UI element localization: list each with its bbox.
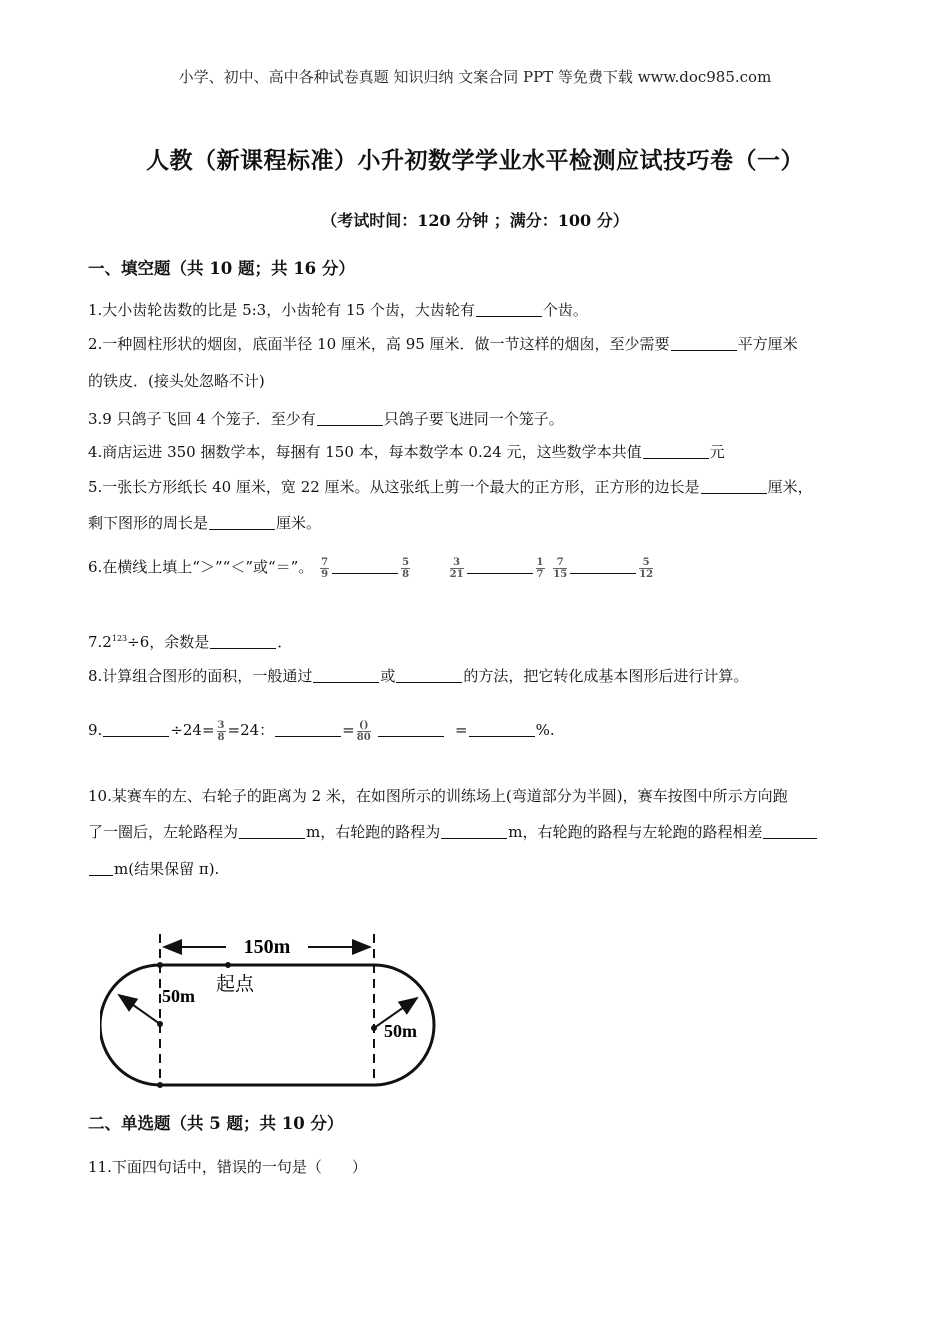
fraction: $\frac{3}{8}$ <box>217 719 225 743</box>
question-3: 3.9 只鸽子飞回 4 个笼子．至少有 只鸽子要飞进同一个笼子。 <box>88 410 564 428</box>
section-fill-in: 一、填空题（共 10 题；共 16 分） <box>88 259 355 278</box>
answer-blank[interactable] <box>332 572 398 574</box>
question-6: 6.在横线上填上“＞”“＜”或“＝”。 $\frac{7}{9}$ $\frac{5}{8}$ $\frac{3}{21}$ $\frac{1}{7}$ $\frac{7}{15}$ $\frac{5}{12}$ <box>88 556 654 580</box>
answer-blank[interactable] <box>476 315 542 317</box>
page-header: 小学、初中、高中各种试卷真题 知识归纳 文案合同 PPT 等免费下载 www.doc985.com <box>178 68 772 86</box>
answer-blank[interactable] <box>103 735 169 737</box>
exam-title: 人教（新课程标准）小升初数学学业水平检测应试技巧卷（一） <box>146 147 804 174</box>
question-1: 1.大小齿轮齿数的比是 5:3，小齿轮有 15 个齿，大齿轮有 个齿。 <box>88 301 588 319</box>
radius-label-right: 50m <box>384 1021 417 1041</box>
answer-blank[interactable] <box>701 492 767 494</box>
question-5: 5.一张长方形纸长 40 厘米，宽 22 厘米。从这张纸上剪一个最大的正方形，正方形的边长是 厘米， <box>88 478 813 496</box>
fraction: $\frac{3}{21}$ <box>449 556 464 580</box>
question-5-cont: 剩下图形的周长是 厘米。 <box>88 514 322 532</box>
answer-blank[interactable] <box>209 528 275 530</box>
answer-blank[interactable] <box>643 457 709 459</box>
fraction: $\frac{1}{7}$ <box>536 556 544 580</box>
question-2: 2.一种圆柱形状的烟囱，底面半径 10 厘米，高 95 厘米．做一节这样的烟囱，至少需要 平方厘米 <box>88 335 798 353</box>
start-label: 起点 <box>216 973 255 995</box>
corner-dot <box>157 962 163 968</box>
answer-blank[interactable] <box>210 647 276 649</box>
fraction: $\frac{5}{8}$ <box>402 556 410 580</box>
answer-blank[interactable] <box>275 735 341 737</box>
answer-blank-cont[interactable] <box>89 874 113 876</box>
answer-blank[interactable] <box>467 572 533 574</box>
answer-blank[interactable] <box>396 681 462 683</box>
question-10: 10.某赛车的左、右轮子的距离为 2 米，在如图所示的训练场上(弯道部分为半圆)，赛车按图中所示方向跑 <box>88 787 788 805</box>
radius-label-left: 50m <box>162 986 195 1006</box>
question-9: 9. ÷24= $\frac{3}{8}$ =24： = $\frac{()}{80}$ = %. <box>88 719 555 743</box>
answer-blank[interactable] <box>317 424 383 426</box>
question-2-cont: 的铁皮．(接头处忽略不计) <box>88 372 265 390</box>
answer-blank[interactable] <box>763 837 817 839</box>
answer-blank[interactable] <box>469 735 535 737</box>
center-dot-right <box>371 1025 377 1031</box>
radius-arrow-left <box>119 995 160 1024</box>
fraction: $\frac{()}{80}$ <box>356 719 371 743</box>
question-11: 11.下面四句话中，错误的一句是（ ） <box>88 1158 367 1176</box>
question-8: 8.计算组合图形的面积，一般通过 或 的方法，把它转化成基本图形后进行计算。 <box>88 667 749 685</box>
answer-blank[interactable] <box>441 837 507 839</box>
exam-subtitle: （考试时间：120 分钟 ；满分：100 分） <box>321 211 629 230</box>
start-point-dot <box>225 962 231 968</box>
answer-blank[interactable] <box>570 572 636 574</box>
corner-dot <box>157 1082 163 1088</box>
answer-blank[interactable] <box>239 837 305 839</box>
center-dot-left <box>157 1021 163 1027</box>
fraction: $\frac{7}{9}$ <box>321 556 329 580</box>
length-label: 150m <box>243 936 291 958</box>
question-10-cont: 了一圈后，左轮路程为 m，右轮跑的路程为 m，右轮跑的路程与左轮跑的路程相差 <box>88 821 818 842</box>
fraction: $\frac{5}{12}$ <box>639 556 654 580</box>
fraction: $\frac{7}{15}$ <box>553 556 568 580</box>
answer-blank[interactable] <box>313 681 379 683</box>
question-7: $7.2^{123}\div 6$，余数是 ． <box>88 633 293 651</box>
question-10-cont2: m(结果保留 π). <box>88 858 219 879</box>
answer-blank[interactable] <box>378 735 444 737</box>
race-track-figure <box>100 928 440 1093</box>
question-4: 4.商店运进 350 捆数学本，每捆有 150 本，每本数学本 0.24 元，这些数学本共值 元 <box>88 443 725 461</box>
section-single-choice: 二、单选题（共 5 题；共 10 分） <box>88 1114 344 1133</box>
answer-blank[interactable] <box>671 349 737 351</box>
